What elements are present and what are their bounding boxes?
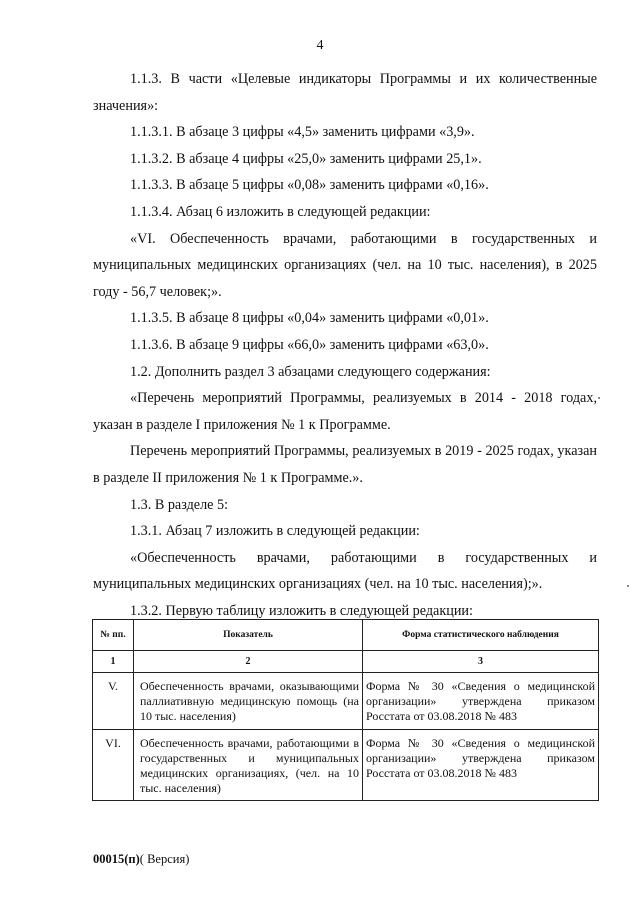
table-cell: 2 [134, 651, 363, 673]
paragraph: 1.1.3.4. Абзац 6 изложить в следующей редакции: [130, 203, 431, 220]
scan-speck [627, 585, 629, 587]
table-row [93, 673, 599, 730]
paragraph: 1.1.3.1. В абзаце 3 цифры «4,5» заменить цифрами «3,9». [130, 124, 475, 141]
paragraph: 1.3.1. Абзац 7 изложить в следующей редакции: [130, 523, 420, 540]
footer-code: 00015(п) [93, 852, 140, 866]
paragraph: 1.1.3.3. В абзаце 5 цифры «0,08» заменить цифрами «0,16». [130, 177, 489, 194]
table-header-cell: Форма статистического наблюдения [363, 620, 599, 651]
footer-suffix: ( Версия) [139, 852, 190, 866]
table-header-cell: № пп. [93, 620, 134, 651]
page-number: 4 [316, 38, 324, 53]
table-numbering-row [93, 651, 599, 673]
table-cell-number: V. [93, 673, 134, 730]
table-row [93, 730, 599, 801]
table-cell-indicator: Обеспеченность врачами, работающими в государственных и муниципальных медицинских организациях, (чел. на 10 тыс. населения) [134, 730, 363, 801]
quoted-paragraph: «Перечень мероприятий Программы, реализуемых в 2014 - 2018 годах, указан в разделе I приложения № 1 к Программе. [93, 390, 597, 433]
paragraph: Перечень мероприятий Программы, реализуемых в 2019 - 2025 годах, указан в разделе II приложения № 1 к Программе.». [93, 443, 597, 486]
document-body [93, 66, 597, 624]
indicator-table [92, 619, 599, 801]
quoted-paragraph: «VI. Обеспеченность врачами, работающими в государственных и муниципальных медицинских организациях (чел. на 10 тыс. населения), в 2025 году - 56,7 человек;». [93, 230, 597, 300]
table-cell-number: VI. [93, 730, 134, 801]
table-header-row [93, 620, 599, 651]
table-cell: 1 [93, 651, 134, 673]
quoted-paragraph: «Обеспеченность врачами, работающими в государственных и муниципальных медицинских организациях (чел. на 10 тыс. населения);». [93, 549, 597, 593]
scan-speck [598, 397, 600, 399]
paragraph: 1.3.2. Первую таблицу изложить в следующей редакции: [130, 602, 473, 619]
paragraph: 1.1.3.5. В абзаце 8 цифры «0,04» заменить цифрами «0,01». [130, 310, 489, 327]
table-cell: 3 [363, 651, 599, 673]
table-cell-form: Форма № 30 «Сведения о медицинской организации» утверждена приказом Росстата от 03.08.2018 № 483 [363, 730, 599, 801]
table-cell-indicator: Обеспеченность врачами, оказывающими паллиативную медицинскую помощь (на 10 тыс. населения) [134, 673, 363, 730]
paragraph: 1.1.3.2. В абзаце 4 цифры «25,0» заменить цифрами 25,1». [130, 150, 482, 167]
paragraph: 1.3. В разделе 5: [130, 496, 229, 513]
paragraph: 1.1.3.6. В абзаце 9 цифры «66,0» заменить цифрами «63,0». [130, 336, 489, 353]
document-footer-code [93, 852, 189, 867]
table-header-cell: Показатель [134, 620, 363, 651]
table-cell-form: Форма № 30 «Сведения о медицинской организации» утверждена приказом Росстата от 03.08.2018 № 483 [363, 673, 599, 730]
paragraph: 1.1.3. В части «Целевые индикаторы Программы и их количественные значения»: [93, 71, 597, 114]
paragraph: 1.2. Дополнить раздел 3 абзацами следующего содержания: [130, 363, 491, 380]
